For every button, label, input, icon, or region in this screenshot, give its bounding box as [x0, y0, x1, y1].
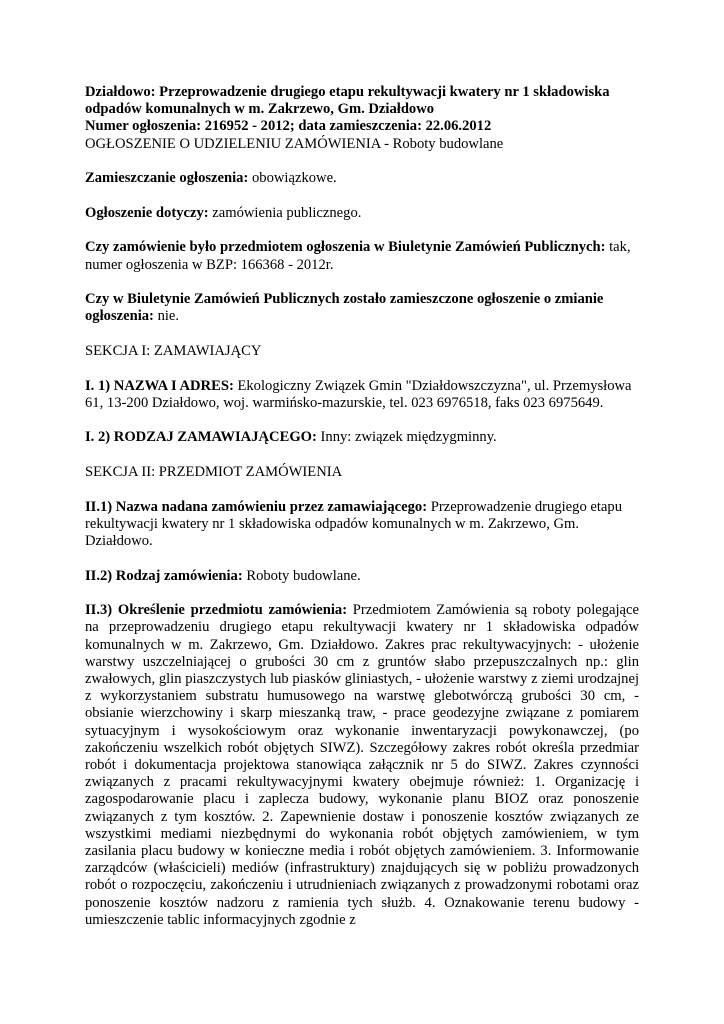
- notice-header: [85, 84, 639, 153]
- section-2-desc-value: Przedmiotem Zamówienia są roboty polegające na przeprowadzeniu drugiego etapu rekultywacji kwatery nr 1 składowiska odpadów komunalnych w m. Zakrzewo, Gm. Działdowo. Zakres prac rekultywacyjnych: - ułożenie warstwy uszczelniającej o grubości 30 cm z gruntów słabo przepuszczalnych np.: glin zwałowych, glin piaszczystych lub piasków gliniastych, - ułożenie warstwy z ziemi urodzajnej z wykorzystaniem substratu humusowego na warstwę glebotwórczą grubości 30 cm, - obsianie wierzchowiny i skarp mieszanką traw, - prace geodezyjne związane z pomiarem sytuacyjnym i wysokościowym oraz wykonanie inwentaryzacji powykonawczej, (po zakończeniu wszelkich robót objętych SIWZ). Szczegółowy zakres robót określa przedmiar robót i dokumentacja projektowa stanowiąca załącznik nr 5 do SIWZ. Zakres czynności związanych z pracami rekultywacyjnymi kwatery obejmuje również: 1. Organizację i zagospodarowanie placu i zaplecza budowy, wykonanie planu BIOZ oraz ponoszenie związanych z tym kosztów. 2. Zapewnienie dostaw i ponoszenie kosztów związanych ze wszystkimi mediami niezbędnymi do wykonania robót objętych zamówieniem, w tym zasilania placu budowy w konieczne media i robót objętych zamówieniem. 3. Informowanie zarządców (właścicieli) mediów (infrastruktury) znajdujących się w pobliżu prowadzonych robót o rozpoczęciu, zakończeniu i utrudnieniach związanych z prowadzonymi robotami oraz ponoszenie kosztów nadzoru z ramienia tych służb. 4. Oznakowanie terenu budowy - umieszczenie tablic informacyjnych zgodnie z: [85, 602, 639, 928]
- section-2-name-value: Przeprowadzenie drugiego etapu rekultywacji kwatery nr 1 składowiska odpadów komunalnych w m. Zakrzewo, Gm. Działdowo.: [85, 498, 623, 549]
- notice-type: OGŁOSZENIE O UDZIELENIU ZAMÓWIENIA - Roboty budowlane: [85, 135, 504, 152]
- section-2-kind-field: [85, 568, 639, 585]
- concerns-label: Ogłoszenie dotyczy:: [85, 204, 209, 221]
- section-1-name-value: Ekologiczny Związek Gmin "Działdowszczyzna", ul. Przemysłowa 61, 13-200 Działdowo, woj. warmińsko-mazurskie, tel. 023 6976518, faks 023 6975649.: [85, 377, 632, 411]
- section-1-name-label: I. 1) NAZWA I ADRES:: [85, 377, 234, 394]
- section-2-name-label: II.1) Nazwa nadana zamówieniu przez zamawiającego:: [85, 498, 428, 515]
- section-2-heading: SEKCJA II: PRZEDMIOT ZAMÓWIENIA: [85, 463, 343, 480]
- section-1-kind-label: I. 2) RODZAJ ZAMAWIAJĄCEGO:: [85, 429, 317, 446]
- bzp-value: tak, numer ogłoszenia w BZP: 166368 - 2012r.: [85, 239, 631, 273]
- change-value: nie.: [157, 308, 180, 325]
- section-1-kind-field: [85, 429, 639, 446]
- section-1-heading: SEKCJA I: ZAMAWIAJĄCY: [85, 342, 262, 359]
- posting-label: Zamieszczanie ogłoszenia:: [85, 170, 249, 187]
- bzp-field: [85, 239, 639, 273]
- change-label: Czy w Biuletynie Zamówień Publicznych zostało zamieszczone ogłoszenie o zmianie ogłoszenia:: [85, 291, 604, 325]
- change-field: [85, 291, 639, 325]
- notice-number: Numer ogłoszenia: 216952 - 2012; data zamieszczenia: 22.06.2012: [85, 118, 492, 135]
- concerns-value: zamówienia publicznego.: [212, 204, 362, 221]
- section-1-name-field: [85, 378, 639, 412]
- posting-field: [85, 170, 639, 187]
- section-2-name-field: [85, 499, 639, 551]
- section-2-desc-label: II.3) Określenie przedmiotu zamówienia:: [85, 602, 348, 619]
- section-2-kind-value: Roboty budowlane.: [246, 567, 361, 584]
- section-1-kind-value: Inny: związek międzygminny.: [320, 429, 497, 446]
- posting-value: obowiązkowe.: [252, 170, 337, 187]
- section-2-kind-label: II.2) Rodzaj zamówienia:: [85, 567, 243, 584]
- notice-title: Działdowo: Przeprowadzenie drugiego etapu rekultywacji kwatery nr 1 składowiska odpadów komunalnych w m. Zakrzewo, Gm. Działdowo: [85, 84, 610, 118]
- bzp-label: Czy zamówienie było przedmiotem ogłoszenia w Biuletynie Zamówień Publicznych:: [85, 239, 606, 256]
- concerns-field: [85, 205, 639, 222]
- section-2-desc-field: [85, 602, 639, 929]
- document-page: [85, 84, 639, 946]
